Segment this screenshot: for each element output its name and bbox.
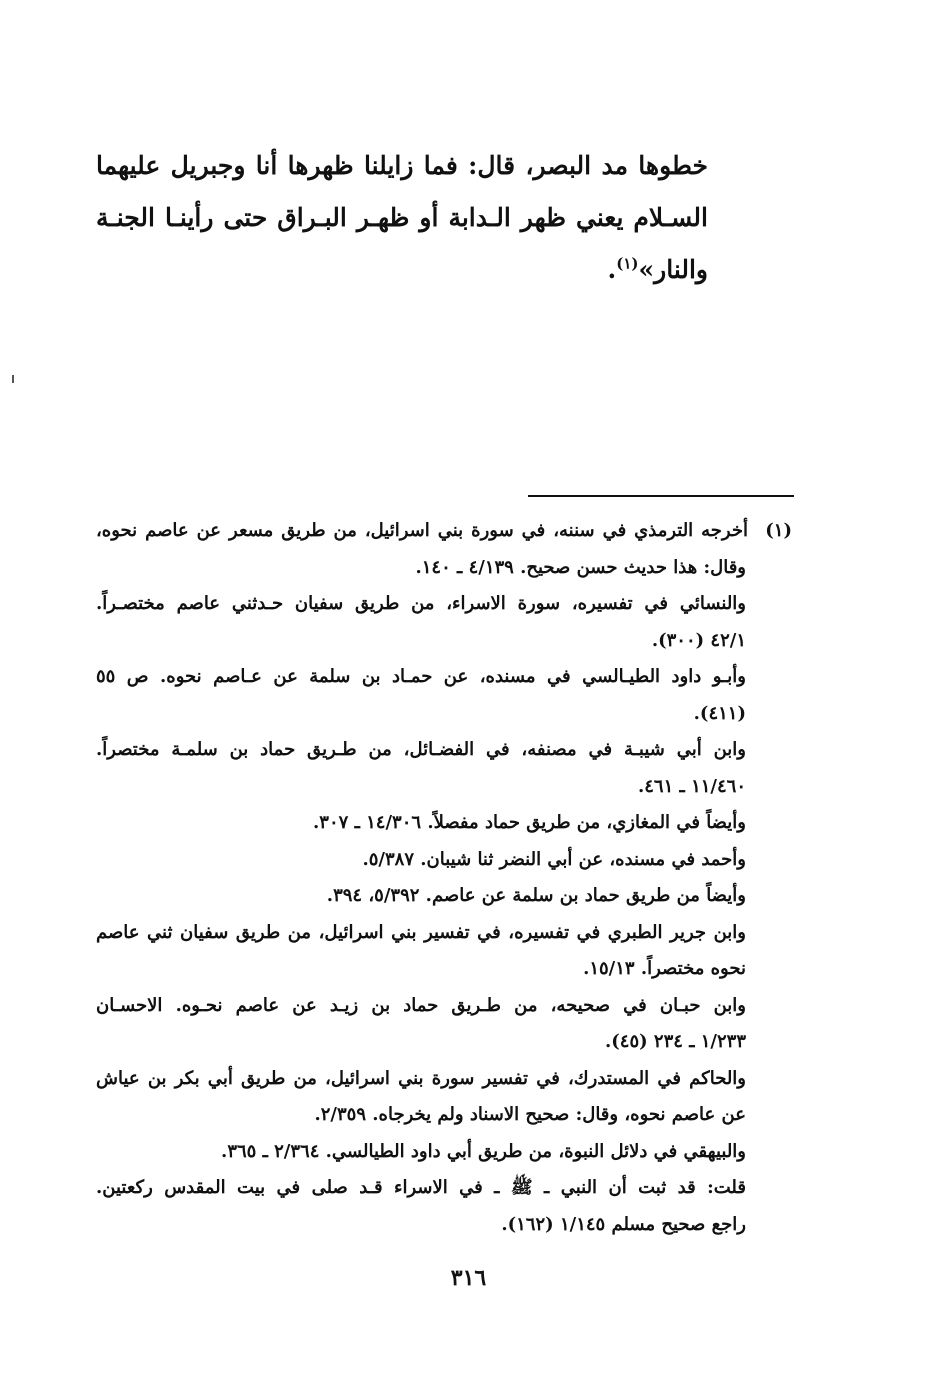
footnote-line: وأيضاً في المغازي، من طريق حماد مفصلاً. ١٤/٣٠٦ ـ ٣٠٧. bbox=[313, 812, 746, 833]
footnote-line: ٤٢/١ (٣٠٠). bbox=[651, 629, 746, 651]
footnote-line: ١١/٤٦٠ ـ ٤٦١. bbox=[637, 775, 746, 797]
footnote-line: والنسائي في تفسيره، سورة الاسراء، من طريق سفيان حـدثني عاصم مختصـراً. bbox=[96, 593, 746, 614]
footnote-line: عن عاصم نحوه، وقال: صحيح الاسناد ولم يخرجاه. ٢/٣٥٩. bbox=[314, 1104, 746, 1125]
footnote-line bbox=[96, 513, 792, 550]
scan-speck bbox=[12, 375, 14, 383]
footnote-text: أخرجه الترمذي في سننه، في سورة بني اسرائيل، من طريق مسعر عن عاصم نحوه، bbox=[96, 520, 748, 541]
footnote-line: وابن حبـان في صحيحه، من طـريق حماد بن زيـد عن عاصم نحـوه. الاحسـان bbox=[96, 994, 746, 1016]
footnote-marker: (١) bbox=[765, 520, 792, 541]
footnote-line: والبيهقي في دلائل النبوة، من طريق أبي داود الطيالسي. ٢/٣٦٤ ـ ٣٦٥. bbox=[221, 1140, 746, 1162]
footnote-line: وأيضاً من طريق حماد بن سلمة عن عاصم. ٥/٣٩٢، ٣٩٤. bbox=[326, 885, 746, 906]
footnote-line: وابن أبي شيبـة في مصنفه، في الفضـائل، من طـريق حماد بن سلمـة مختصراً. bbox=[96, 739, 746, 760]
page-number: ٣١٦ bbox=[450, 1265, 487, 1291]
footnote-separator bbox=[528, 495, 794, 497]
footnote-reference: (١) bbox=[616, 254, 639, 273]
main-text-line: السـلام يعني ظهر الـدابة أو ظهـر البـراق حتى رأينـا الجنـة bbox=[96, 203, 708, 232]
footnotes-block bbox=[96, 513, 792, 1243]
footnote-line: والحاكم في المستدرك، في تفسير سورة بني اسرائيل، من طريق أبي بكر بن عياش bbox=[96, 1067, 746, 1089]
end-punctuation: . bbox=[607, 255, 617, 284]
main-text-line: والنار» bbox=[638, 255, 708, 284]
footnote-line: وابن جرير الطبري في تفسيره، في تفسير بني اسرائيل، من طريق سفيان ثني عاصم bbox=[96, 921, 746, 943]
main-text-block bbox=[96, 140, 708, 296]
footnote-line: ١/٢٣٣ ـ ٢٣٤ (٤٥). bbox=[604, 1031, 746, 1052]
footnote-line: وأبـو داود الطيـالسي في مسنده، عن حمـاد بن سلمة عن عـاصم نحوه. ص ٥٥ bbox=[96, 666, 746, 687]
main-text-line: خطوها مد البصر، قال: فما زايلنا ظهرها أنا وجبريل عليهما bbox=[96, 151, 708, 180]
footnote-line: راجع صحيح مسلم ١/١٤٥ (١٦٢). bbox=[501, 1213, 746, 1235]
main-text-line-last bbox=[96, 244, 708, 296]
footnote-line: وأحمد في مسنده، عن أبي النضر ثنا شيبان. ٥/٣٨٧. bbox=[362, 848, 746, 870]
footnote-line: (٤١١). bbox=[693, 702, 746, 724]
footnote-line: قلت: قد ثبت أن النبي ـ ﷺ ـ في الاسراء قـد صلى في بيت المقدس ركعتين. bbox=[96, 1177, 746, 1198]
footnote-line: وقال: هذا حديث حسن صحيح. ٤/١٣٩ ـ ١٤٠. bbox=[415, 556, 746, 578]
footnote-line: نحوه مختصراً. ١٥/١٣. bbox=[583, 958, 746, 979]
